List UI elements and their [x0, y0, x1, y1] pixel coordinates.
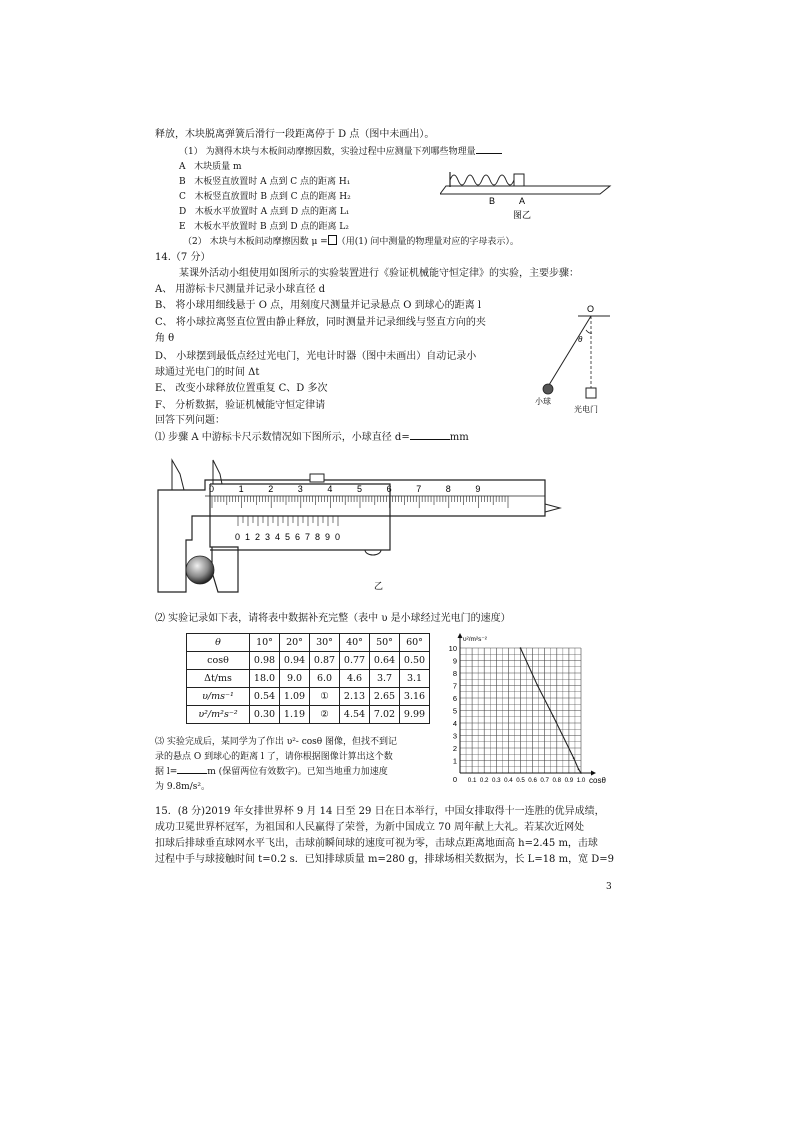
x-tick-label: 0.6 — [528, 777, 537, 784]
main-scale-label: 7 — [416, 484, 422, 494]
step-a: A、 用游标卡尺测量并记录小球直径 d — [155, 284, 325, 295]
q13-option-c: C 木板竖直放置时 B 点到 C 点的距离 H₂ — [179, 192, 351, 202]
table-row: υ²/m²s⁻² 0.30 1.19 ② 4.54 7.02 9.99 — [187, 706, 430, 724]
q14-part3-line3: 据 l= m (保留两位有效数字)。已知当地重力加速度 — [155, 767, 388, 777]
point-o: O — [587, 304, 595, 314]
answer-box — [328, 235, 337, 245]
y-tick-label: 1 — [452, 756, 457, 766]
x-tick-label: 0.1 — [467, 777, 477, 784]
y-tick-label: 4 — [452, 719, 457, 728]
q13-option-a: A 木块质量 m — [179, 162, 242, 172]
vernier-label: 7 — [305, 532, 311, 542]
caliper-caption: 乙 — [374, 581, 384, 591]
vernier-label: 0 — [335, 532, 341, 542]
main-scale-label: 0 — [209, 484, 215, 494]
data-table — [186, 633, 430, 724]
vernier-label: 2 — [255, 532, 261, 542]
step-f: F、 分析数据，验证机械能守恒定律请 — [155, 400, 326, 411]
table-row: θ 10° 20° 30° 40° 50° 60° — [187, 634, 430, 652]
label-b: B — [489, 196, 496, 206]
vernier-label: 3 — [265, 532, 271, 542]
gate-label: 光电门 — [574, 405, 598, 414]
q14-intro: 某课外活动小组使用如图所示的实验装置进行《验证机械能守恒定律》的实验，主要步骤： — [179, 268, 579, 279]
table-row: Δt/ms 18.0 9.0 6.0 4.6 3.7 3.1 — [187, 670, 430, 688]
photogate-icon — [586, 388, 596, 398]
step-c: C、 将小球拉离竖直位置由静止释放，同时测量并记录细线与竖直方向的夹 — [155, 317, 486, 328]
pendulum-figure — [530, 300, 620, 420]
q13-option-e: E 木板水平放置时 B 点到 D 点的距离 L₂ — [179, 222, 349, 232]
data-point — [552, 715, 554, 717]
vernier-label: 9 — [325, 532, 331, 542]
main-scale-label: 8 — [445, 484, 451, 494]
step-d-cont: 球通过光电门的时间 Δt — [155, 367, 260, 378]
q14-part1: ⑴ 步骤 A 中游标卡尺示数情况如下图所示，小球直径 d= mm — [155, 432, 469, 443]
data-point — [578, 768, 580, 770]
step-e: E、 改变小球释放位置重复 C、D 多次 — [155, 383, 328, 394]
q14-header: 14.（7 分） — [155, 252, 211, 263]
q15-line3: 扣球后排球垂直球网水平飞出，击球前瞬间球的速度可视为零，击球点距离地面高 h=2.45 m，击球 — [155, 838, 598, 849]
q14-part3-line1: ⑶ 实验完成后，某同学为了作出 υ²- cosθ 图像，但找不到记 — [155, 737, 398, 747]
spring-board-figure — [440, 160, 615, 222]
vernier-label: 4 — [275, 532, 281, 542]
q13-option-b: B 木板竖直放置时 A 点到 C 点的距离 H₁ — [179, 177, 351, 187]
y-tick-label: 9 — [452, 656, 457, 666]
table-row: υ/ms⁻¹ 0.54 1.09 ① 2.13 2.65 3.16 — [187, 688, 430, 706]
x-axis-arrow-icon — [591, 771, 596, 776]
data-point — [580, 772, 582, 774]
page-number: 3 — [606, 882, 612, 892]
q14-part3-line2: 录的悬点 O 到球心的距离 l 了，请你根据图像计算出这个数 — [155, 752, 393, 762]
data-point — [537, 684, 539, 686]
v2-cos-graph — [448, 632, 613, 784]
q15-line1: 15．(8 分)2019 年女排世界杯 9 月 14 日至 29 日在日本举行，中国女排取得十一连胜的优异成绩， — [155, 806, 605, 817]
y-tick-label: 10 — [448, 644, 457, 653]
ball-icon — [186, 556, 214, 584]
x-tick-label: 0.9 — [564, 777, 574, 784]
q13-part1: （1） 为测得木块与木板间动摩擦因数，实验过程中应测量下列哪些物理量 — [179, 145, 502, 159]
x-tick-label: 0.3 — [491, 777, 501, 784]
answer-prompt: 回答下列问题： — [155, 415, 225, 426]
origin-label: 0 — [452, 775, 457, 784]
main-scale-label: 5 — [357, 484, 363, 494]
locking-screw-icon — [310, 474, 324, 482]
y-tick-label: 8 — [452, 669, 457, 678]
main-scale-label: 4 — [327, 484, 333, 494]
y-tick-label: 6 — [452, 694, 457, 703]
vernier-label: 1 — [245, 532, 251, 542]
q13-part2: （2） 木块与木板间动摩擦因数 μ = （用(1) 问中测量的物理量对应的字母表示）。 — [183, 237, 519, 247]
vernier-label: 6 — [295, 532, 301, 542]
data-point — [520, 647, 522, 649]
x-axis-title: cosθ — [589, 776, 606, 784]
x-tick-label: 0.7 — [540, 777, 550, 784]
main-scale-label: 2 — [268, 484, 274, 494]
x-tick-label: 0.2 — [479, 777, 489, 784]
x-tick-label: 0.5 — [516, 777, 525, 784]
label-a: A — [519, 196, 526, 206]
main-scale-label: 6 — [386, 484, 392, 494]
step-b: B、 将小球用细线悬于 O 点，用刻度尺测量并记录悬点 O 到球心的距离 l — [155, 300, 482, 311]
ball-icon — [543, 384, 553, 394]
vernier-label: 8 — [315, 532, 321, 542]
theta-label: θ — [578, 335, 583, 344]
q13-continuation: 释放，木块脱离弹簧后滑行一段距离停于 D 点（图中未画出）。 — [155, 129, 435, 140]
y-tick-label: 7 — [452, 681, 457, 691]
x-tick-label: 0.8 — [552, 777, 562, 784]
x-tick-label: 1.0 — [576, 777, 586, 784]
figure-caption: 图乙 — [513, 210, 532, 220]
ball-label: 小球 — [535, 397, 551, 406]
y-tick-label: 2 — [452, 744, 457, 753]
vernier-label: 0 — [235, 532, 241, 542]
x-tick-label: 0.4 — [504, 777, 513, 784]
q15-line4: 过程中手与球接触时间 t=0.2 s．已知排球质量 m=280 g，排球场相关数据为，长 L=18 m，宽 D=9 — [155, 854, 615, 865]
step-d: D、 小球摆到最低点经过光电门，光电计时器（图中未画出）自动记录小 — [155, 351, 477, 362]
main-scale-label: 3 — [297, 484, 303, 494]
data-point — [573, 757, 575, 759]
y-axis-title: υ²/m²s⁻² — [463, 636, 487, 643]
q13-option-d: D 木板水平放置时 A 点到 D 点的距离 L₁ — [179, 207, 350, 217]
vernier-label: 5 — [285, 532, 291, 542]
step-c-cont: 角 θ — [155, 333, 175, 344]
q14-part3-line4: 为 9.8m/s²。 — [155, 782, 210, 792]
table-row: cosθ 0.98 0.94 0.87 0.77 0.64 0.50 — [187, 652, 430, 670]
q15-line2: 成功卫冕世界杯冠军，为祖国和人民赢得了荣誉，为新中国成立 70 周年献上大礼。若某次近网处 — [155, 822, 585, 833]
main-scale-label: 1 — [238, 484, 244, 494]
q14-part2: ⑵ 实验记录如下表，请将表中数据补充完整（表中 υ 是小球经过光电门的速度） — [155, 613, 511, 624]
y-tick-label: 5 — [452, 706, 457, 716]
y-tick-label: 3 — [452, 731, 457, 741]
vernier-caliper-figure — [150, 452, 565, 602]
main-scale-label: 9 — [475, 484, 481, 494]
y-axis-arrow-icon — [458, 633, 463, 638]
